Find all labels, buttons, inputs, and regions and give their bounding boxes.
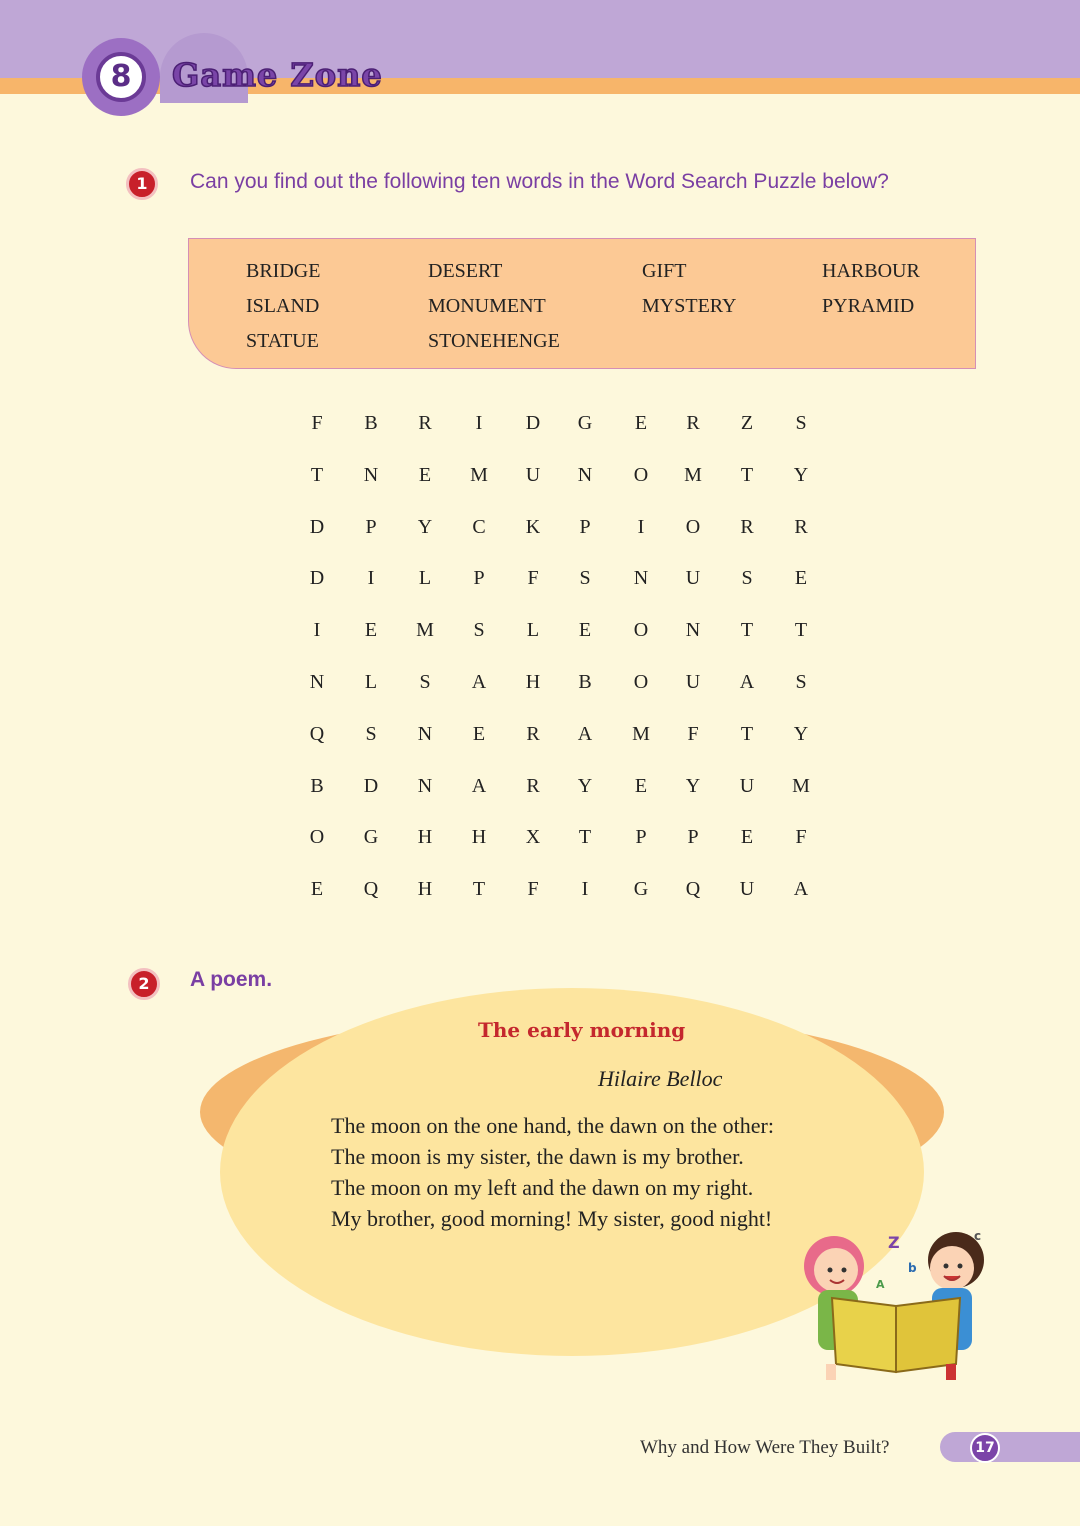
- grid-letter: T: [794, 619, 808, 641]
- grid-letter: T: [310, 464, 324, 486]
- grid-letter: L: [418, 567, 432, 589]
- grid-letter: Z: [740, 412, 754, 434]
- grid-letter: Y: [793, 464, 809, 486]
- grid-letter: N: [363, 464, 379, 486]
- grid-letter: R: [526, 723, 540, 745]
- section-2-instruction: A poem.: [190, 968, 273, 991]
- grid-letter: O: [633, 671, 649, 693]
- poem-title: The early morning: [478, 1018, 686, 1042]
- grid-letter: E: [364, 619, 378, 641]
- grid-letter: R: [418, 412, 432, 434]
- grid-letter: H: [417, 878, 433, 900]
- grid-letter: X: [525, 826, 541, 848]
- page-number: 17: [970, 1433, 1000, 1463]
- page-title: Game Zone: [172, 56, 383, 94]
- grid-letter: U: [685, 671, 701, 693]
- section-1-instruction: Can you find out the following ten words in the Word Search Puzzle below?: [190, 170, 889, 193]
- grid-letter: P: [579, 516, 591, 538]
- grid-letter: S: [795, 412, 807, 434]
- grid-letter: K: [525, 516, 541, 538]
- grid-letter: R: [794, 516, 808, 538]
- grid-letter: N: [685, 619, 701, 641]
- grid-letter: P: [473, 567, 485, 589]
- grid-letter: P: [635, 826, 647, 848]
- unit-number: 8: [96, 52, 146, 102]
- word-item: DESERT: [428, 260, 503, 282]
- grid-letter: M: [416, 619, 434, 641]
- grid-letter: P: [687, 826, 699, 848]
- grid-letter: R: [526, 775, 540, 797]
- grid-letter: M: [470, 464, 488, 486]
- grid-letter: E: [310, 878, 324, 900]
- grid-letter: I: [475, 412, 483, 434]
- grid-letter: N: [309, 671, 325, 693]
- grid-letter: H: [471, 826, 487, 848]
- word-item: STONEHENGE: [428, 330, 560, 352]
- word-item: PYRAMID: [822, 295, 915, 317]
- word-item: STATUE: [246, 330, 319, 352]
- grid-letter: N: [633, 567, 649, 589]
- grid-letter: U: [739, 775, 755, 797]
- grid-letter: I: [367, 567, 375, 589]
- grid-letter: F: [527, 567, 539, 589]
- grid-letter: U: [739, 878, 755, 900]
- grid-letter: T: [740, 464, 754, 486]
- section-2-number-badge: 2: [128, 968, 160, 1000]
- grid-letter: B: [310, 775, 324, 797]
- word-item: MYSTERY: [642, 295, 737, 317]
- grid-letter: A: [577, 723, 593, 745]
- grid-letter: E: [794, 567, 808, 589]
- grid-letter: O: [685, 516, 701, 538]
- grid-letter: S: [741, 567, 753, 589]
- grid-letter: R: [740, 516, 754, 538]
- word-item: BRIDGE: [246, 260, 321, 282]
- footer-band: [940, 1432, 1080, 1462]
- girl-face: [814, 1248, 858, 1292]
- floating-letter: c: [974, 1229, 982, 1243]
- grid-letter: Q: [309, 723, 325, 745]
- grid-letter: S: [419, 671, 431, 693]
- grid-letter: Y: [417, 516, 433, 538]
- kids-reading-illustration: [796, 1226, 996, 1386]
- grid-letter: Q: [685, 878, 701, 900]
- grid-letter: E: [634, 775, 648, 797]
- grid-letter: L: [364, 671, 378, 693]
- grid-letter: E: [634, 412, 648, 434]
- grid-letter: N: [577, 464, 593, 486]
- grid-letter: A: [739, 671, 755, 693]
- grid-letter: E: [578, 619, 592, 641]
- grid-letter: P: [365, 516, 377, 538]
- grid-letter: Y: [793, 723, 809, 745]
- section-1-number-badge: 1: [126, 168, 158, 200]
- grid-letter: D: [525, 412, 541, 434]
- grid-letter: T: [740, 619, 754, 641]
- poem-line: The moon on the one hand, the dawn on the other:: [331, 1113, 774, 1138]
- poem-line: The moon is my sister, the dawn is my brother.: [331, 1144, 744, 1169]
- grid-letter: D: [309, 516, 325, 538]
- floating-letter: Z: [888, 1233, 900, 1252]
- grid-letter: I: [581, 878, 589, 900]
- grid-letter: D: [309, 567, 325, 589]
- grid-letter: S: [473, 619, 485, 641]
- grid-letter: I: [313, 619, 321, 641]
- grid-letter: D: [363, 775, 379, 797]
- grid-letter: G: [577, 412, 593, 434]
- grid-letter: O: [633, 464, 649, 486]
- grid-letter: F: [687, 723, 699, 745]
- grid-letter: N: [417, 723, 433, 745]
- grid-letter: F: [527, 878, 539, 900]
- grid-letter: E: [472, 723, 486, 745]
- word-item: MONUMENT: [428, 295, 546, 317]
- grid-letter: N: [417, 775, 433, 797]
- floating-letter: b: [908, 1261, 917, 1275]
- grid-letter: E: [740, 826, 754, 848]
- grid-letter: O: [633, 619, 649, 641]
- word-item: GIFT: [642, 260, 687, 282]
- grid-letter: C: [472, 516, 486, 538]
- grid-letter: Y: [685, 775, 701, 797]
- grid-letter: H: [525, 671, 541, 693]
- grid-letter: O: [309, 826, 325, 848]
- boy-face: [930, 1246, 974, 1290]
- grid-letter: Y: [577, 775, 593, 797]
- grid-letter: T: [578, 826, 592, 848]
- grid-letter: S: [365, 723, 377, 745]
- poem-author: Hilaire Belloc: [598, 1066, 723, 1091]
- footer-unit-title: Why and How Were They Built?: [640, 1437, 890, 1458]
- grid-letter: A: [793, 878, 809, 900]
- grid-letter: Q: [363, 878, 379, 900]
- grid-letter: T: [472, 878, 486, 900]
- book-right-page: [896, 1298, 960, 1372]
- grid-letter: A: [471, 775, 487, 797]
- grid-letter: H: [417, 826, 433, 848]
- grid-letter: G: [633, 878, 649, 900]
- grid-letter: F: [311, 412, 323, 434]
- grid-letter: B: [364, 412, 378, 434]
- grid-letter: M: [792, 775, 810, 797]
- grid-letter: I: [637, 516, 645, 538]
- grid-letter: U: [685, 567, 701, 589]
- grid-letter: S: [795, 671, 807, 693]
- grid-letter: M: [632, 723, 650, 745]
- grid-letter: R: [686, 412, 700, 434]
- poem-line: My brother, good morning! My sister, good night!: [331, 1206, 773, 1231]
- grid-letter: S: [579, 567, 591, 589]
- grid-letter: E: [418, 464, 432, 486]
- grid-letter: A: [471, 671, 487, 693]
- floating-letter: A: [876, 1278, 885, 1291]
- grid-letter: U: [525, 464, 541, 486]
- grid-letter: B: [578, 671, 592, 693]
- book-left-page: [832, 1298, 896, 1372]
- grid-letter: G: [363, 826, 379, 848]
- poem-line: The moon on my left and the dawn on my right.: [331, 1175, 754, 1200]
- word-item: HARBOUR: [822, 260, 920, 282]
- grid-letter: L: [526, 619, 540, 641]
- grid-letter: T: [740, 723, 754, 745]
- word-item: ISLAND: [246, 295, 320, 317]
- grid-letter: M: [684, 464, 702, 486]
- grid-letter: F: [795, 826, 807, 848]
